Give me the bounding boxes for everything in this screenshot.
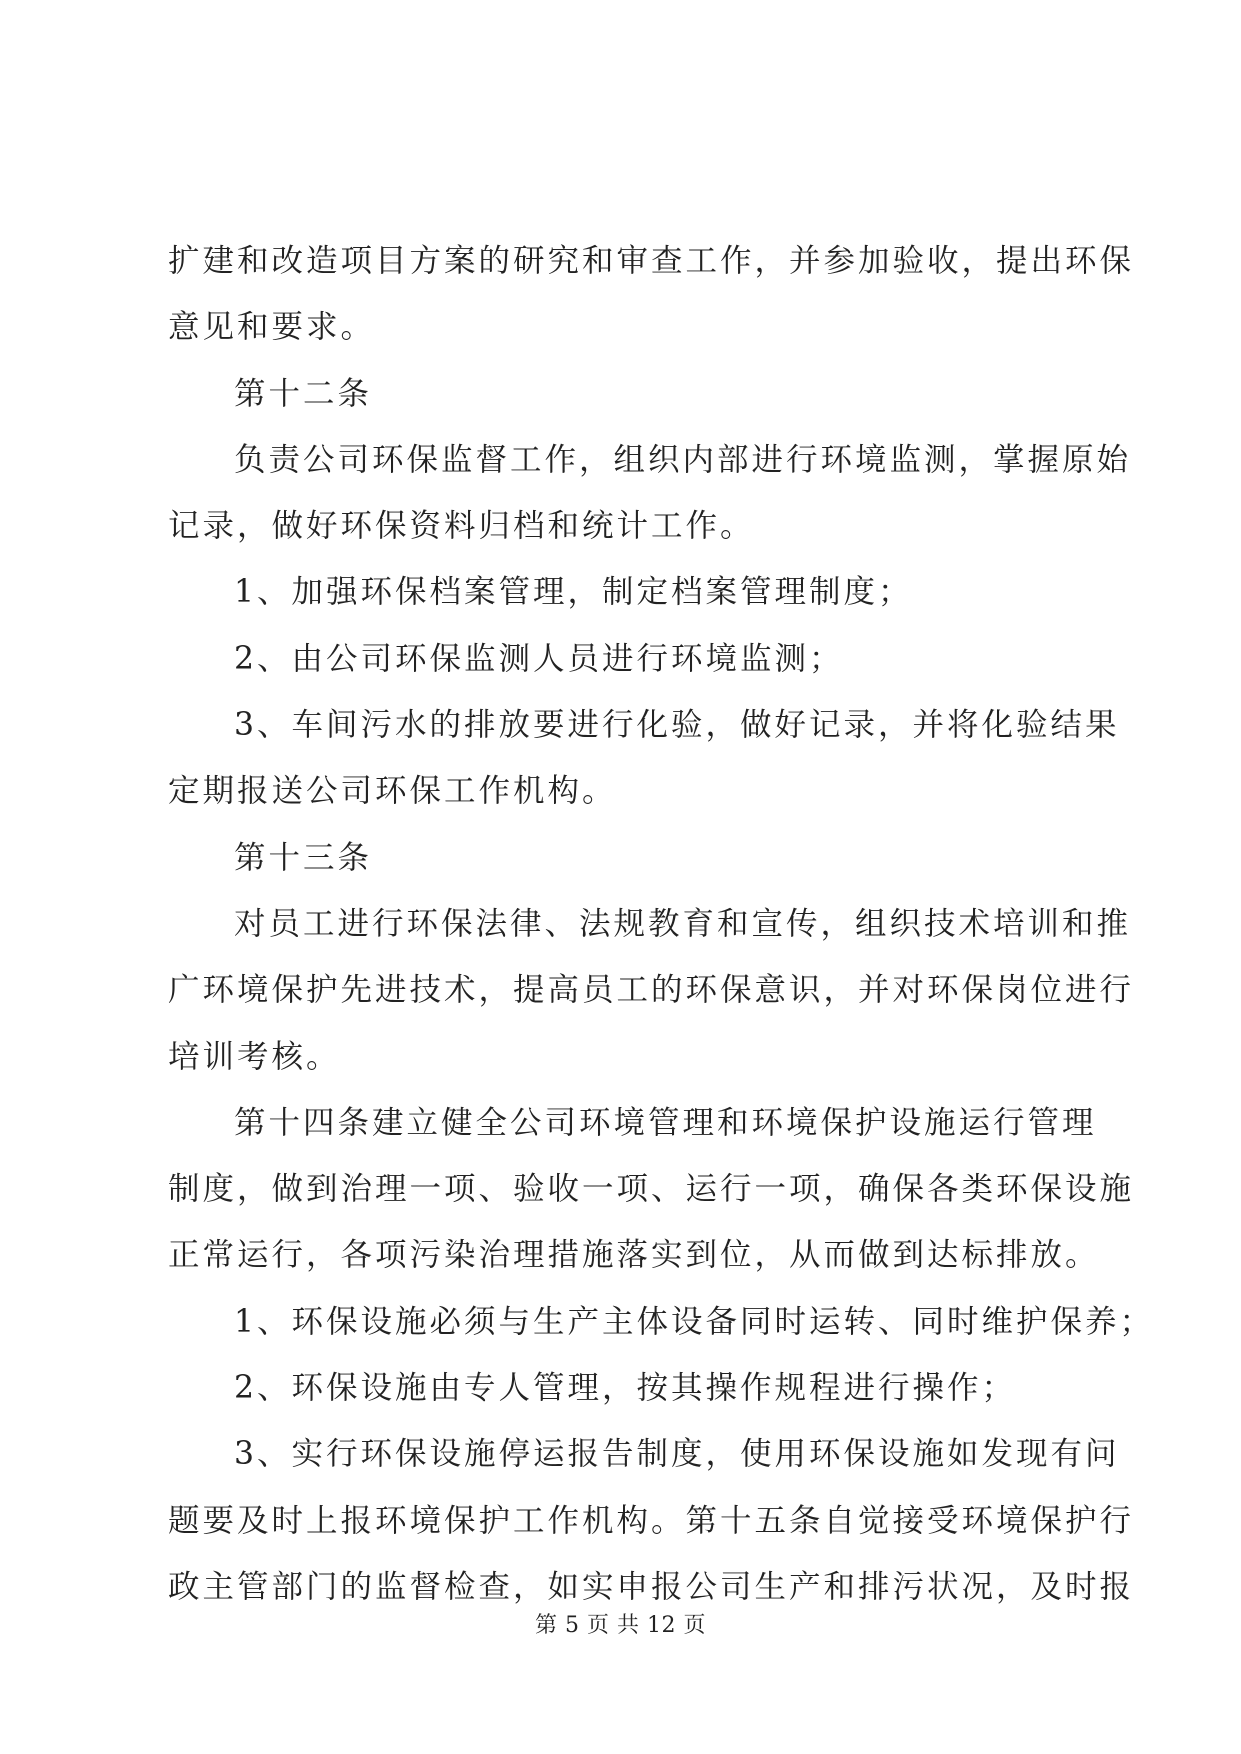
article-heading: 第十三条 (234, 839, 373, 876)
document-body (168, 228, 1155, 1620)
list-item: 1、环保设施必须与生产主体设备同时运转、同时维护保养； (234, 1303, 1155, 1340)
text-line: 定期报送公司环保工作机构。 (168, 773, 617, 810)
text-line: 意见和要求。 (168, 309, 376, 346)
article-heading: 第十二条 (234, 375, 373, 412)
text-line: 负责公司环保监督工作，组织内部进行环境监测，掌握原始 (234, 441, 1132, 478)
text-line: 制度，做到治理一项、验收一项、运行一项，确保各类环保设施 (168, 1171, 1135, 1208)
text-line: 正常运行，各项污染治理措施落实到位，从而做到达标排放。 (168, 1237, 1100, 1274)
list-item: 3、车间污水的排放要进行化验，做好记录，并将化验结果 (234, 707, 1120, 744)
text-line: 记录，做好环保资料归档和统计工作。 (168, 508, 755, 545)
text-line: 培训考核。 (168, 1038, 341, 1075)
text-line: 广环境保护先进技术，提高员工的环保意识，并对环保岗位进行 (168, 972, 1135, 1009)
text-line: 扩建和改造项目方案的研究和审查工作，并参加验收，提出环保 (168, 243, 1135, 279)
text-line: 对员工进行环保法律、法规教育和宣传，组织技术培训和推 (234, 905, 1132, 942)
list-item: 2、环保设施由专人管理，按其操作规程进行操作； (234, 1370, 1017, 1407)
text-line: 题要及时上报环境保护工作机构。第十五条自觉接受环境保护行 (168, 1502, 1135, 1539)
list-item: 3、实行环保设施停运报告制度，使用环保设施如发现有问 (234, 1436, 1120, 1473)
text-line: 政主管部门的监督检查，如实申报公司生产和排污状况，及时报 (168, 1568, 1135, 1605)
list-item: 2、由公司环保监测人员进行环境监测； (234, 640, 844, 677)
text-line: 第十四条建立健全公司环境管理和环境保护设施运行管理 (234, 1104, 1097, 1141)
list-item: 1、加强环保档案管理，制定档案管理制度； (234, 574, 913, 611)
page-number-footer: 第 5 页 共 12 页 (535, 1613, 706, 1638)
